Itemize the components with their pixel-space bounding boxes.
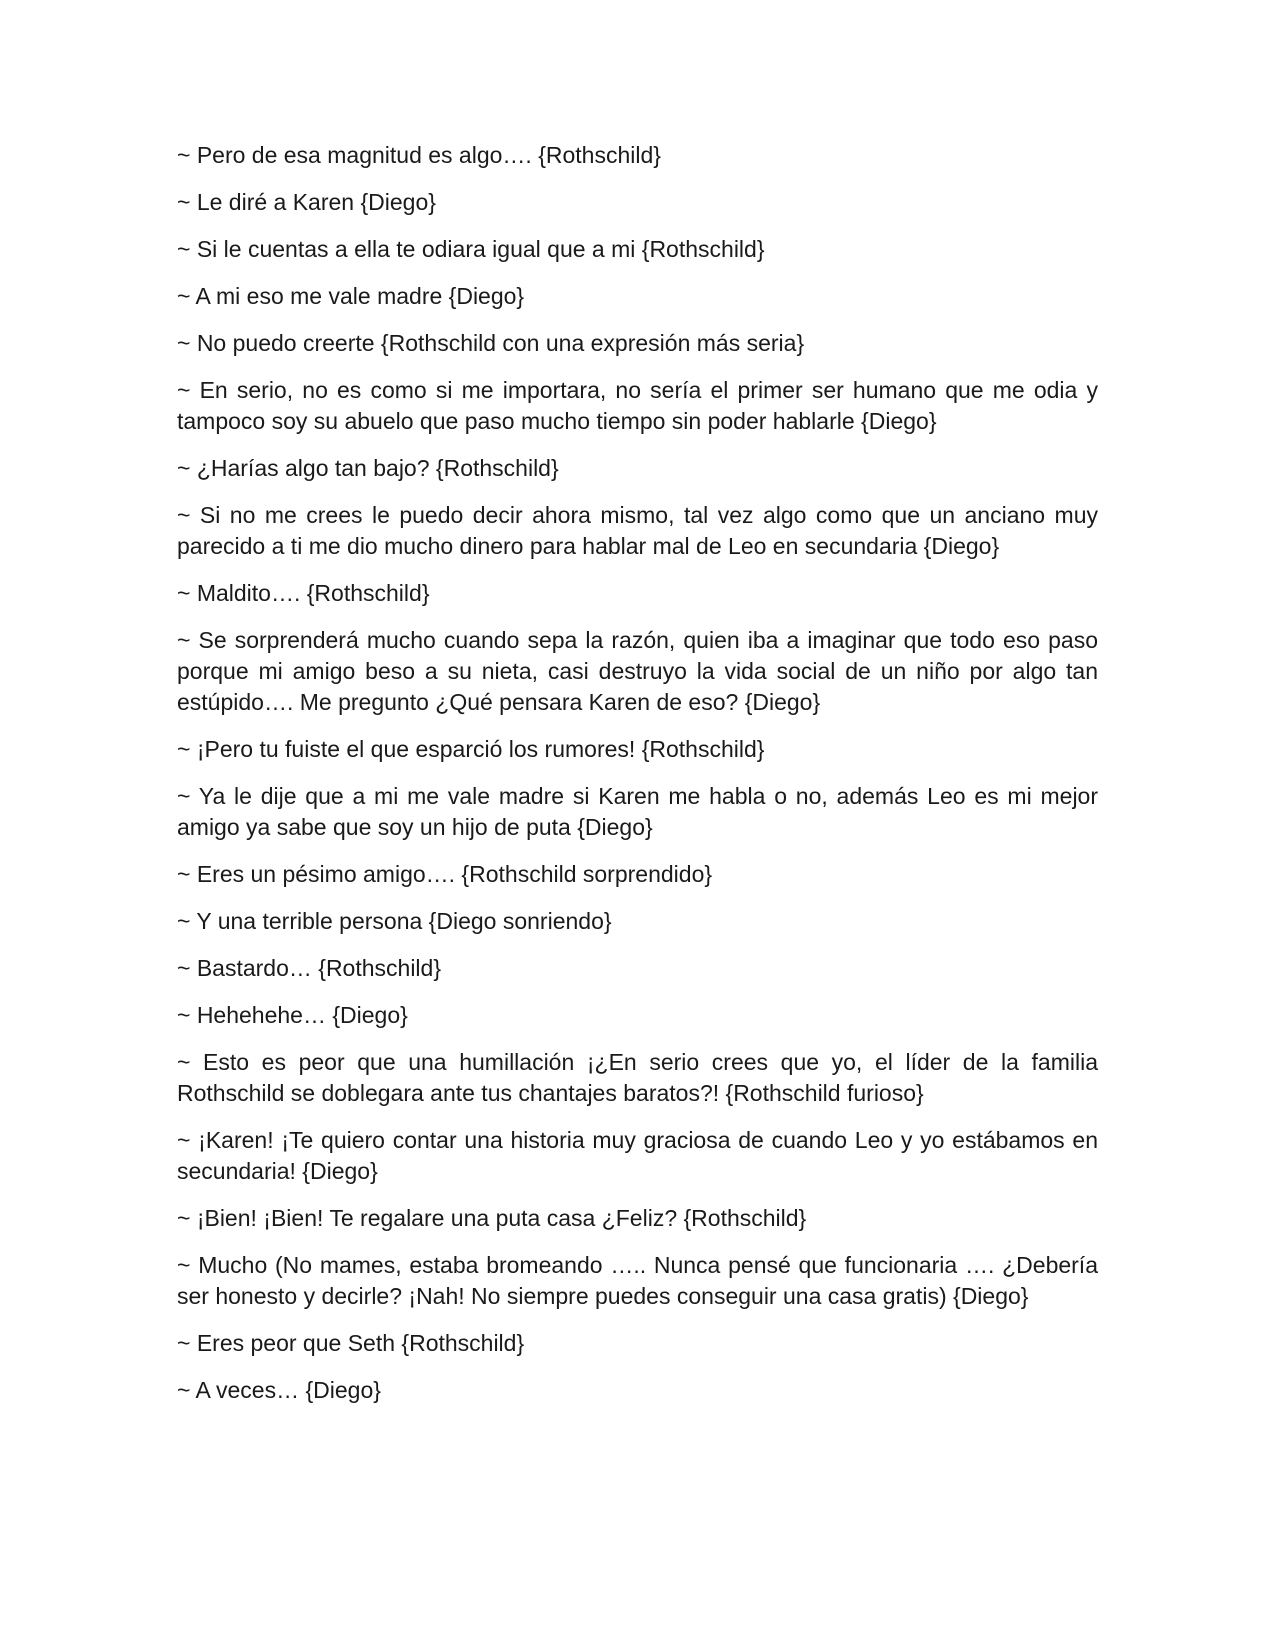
dialogue-line: ~ Se sorprenderá mucho cuando sepa la razón, quien iba a imaginar que todo eso paso porque mi amigo beso a su nieta, casi destruyo la vida social de un niño por algo tan estúpido…. Me pregunto ¿Qué pensara Karen de eso? {Diego} (177, 627, 1098, 715)
dialogue-line: ~ ¡Pero tu fuiste el que esparció los rumores! {Rothschild} (177, 736, 765, 762)
dialogue-line: ~ Pero de esa magnitud es algo…. {Rothschild} (177, 142, 661, 168)
dialogue-line: ~ Le diré a Karen {Diego} (177, 189, 436, 215)
dialogue-line: ~ No puedo creerte {Rothschild con una expresión más seria} (177, 330, 805, 356)
dialogue-line: ~ ¡Karen! ¡Te quiero contar una historia muy graciosa de cuando Leo y yo estábamos en secundaria! {Diego} (177, 1127, 1098, 1184)
dialogue-line: ~ Si no me crees le puedo decir ahora mismo, tal vez algo como que un anciano muy parecido a ti me dio mucho dinero para hablar mal de Leo en secundaria {Diego} (177, 502, 1098, 559)
dialogue-line: ~ Y una terrible persona {Diego sonriendo} (177, 908, 612, 934)
dialogue-line: ~ Mucho (No mames, estaba bromeando ….. Nunca pensé que funcionaria …. ¿Debería ser honesto y decirle? ¡Nah! No siempre puedes conseguir una casa gratis) {Diego} (177, 1252, 1098, 1309)
dialogue-line: ~ Eres peor que Seth {Rothschild} (177, 1330, 525, 1356)
dialogue-line: ~ En serio, no es como si me importara, no sería el primer ser humano que me odia y tampoco soy su abuelo que paso mucho tiempo sin poder hablarle {Diego} (177, 377, 1098, 434)
dialogue-line: ~ ¿Harías algo tan bajo? {Rothschild} (177, 455, 559, 481)
dialogue-line: ~ Bastardo… {Rothschild} (177, 955, 442, 981)
dialogue-line: ~ Hehehehe… {Diego} (177, 1002, 408, 1028)
dialogue-line: ~ Maldito…. {Rothschild} (177, 580, 430, 606)
dialogue-line: ~ A veces… {Diego} (177, 1377, 381, 1403)
dialogue-line: ~ Si le cuentas a ella te odiara igual que a mi {Rothschild} (177, 236, 765, 262)
dialogue-line: ~ Eres un pésimo amigo…. {Rothschild sorprendido} (177, 861, 713, 887)
document-page (177, 140, 1098, 1422)
dialogue-line: ~ Esto es peor que una humillación ¡¿En serio crees que yo, el líder de la familia Rothschild se doblegara ante tus chantajes baratos?! {Rothschild furioso} (177, 1049, 1098, 1106)
dialogue-line: ~ Ya le dije que a mi me vale madre si Karen me habla o no, además Leo es mi mejor amigo ya sabe que soy un hijo de puta {Diego} (177, 783, 1098, 840)
dialogue-line: ~ ¡Bien! ¡Bien! Te regalare una puta casa ¿Feliz? {Rothschild} (177, 1205, 807, 1231)
dialogue-line: ~ A mi eso me vale madre {Diego} (177, 283, 525, 309)
